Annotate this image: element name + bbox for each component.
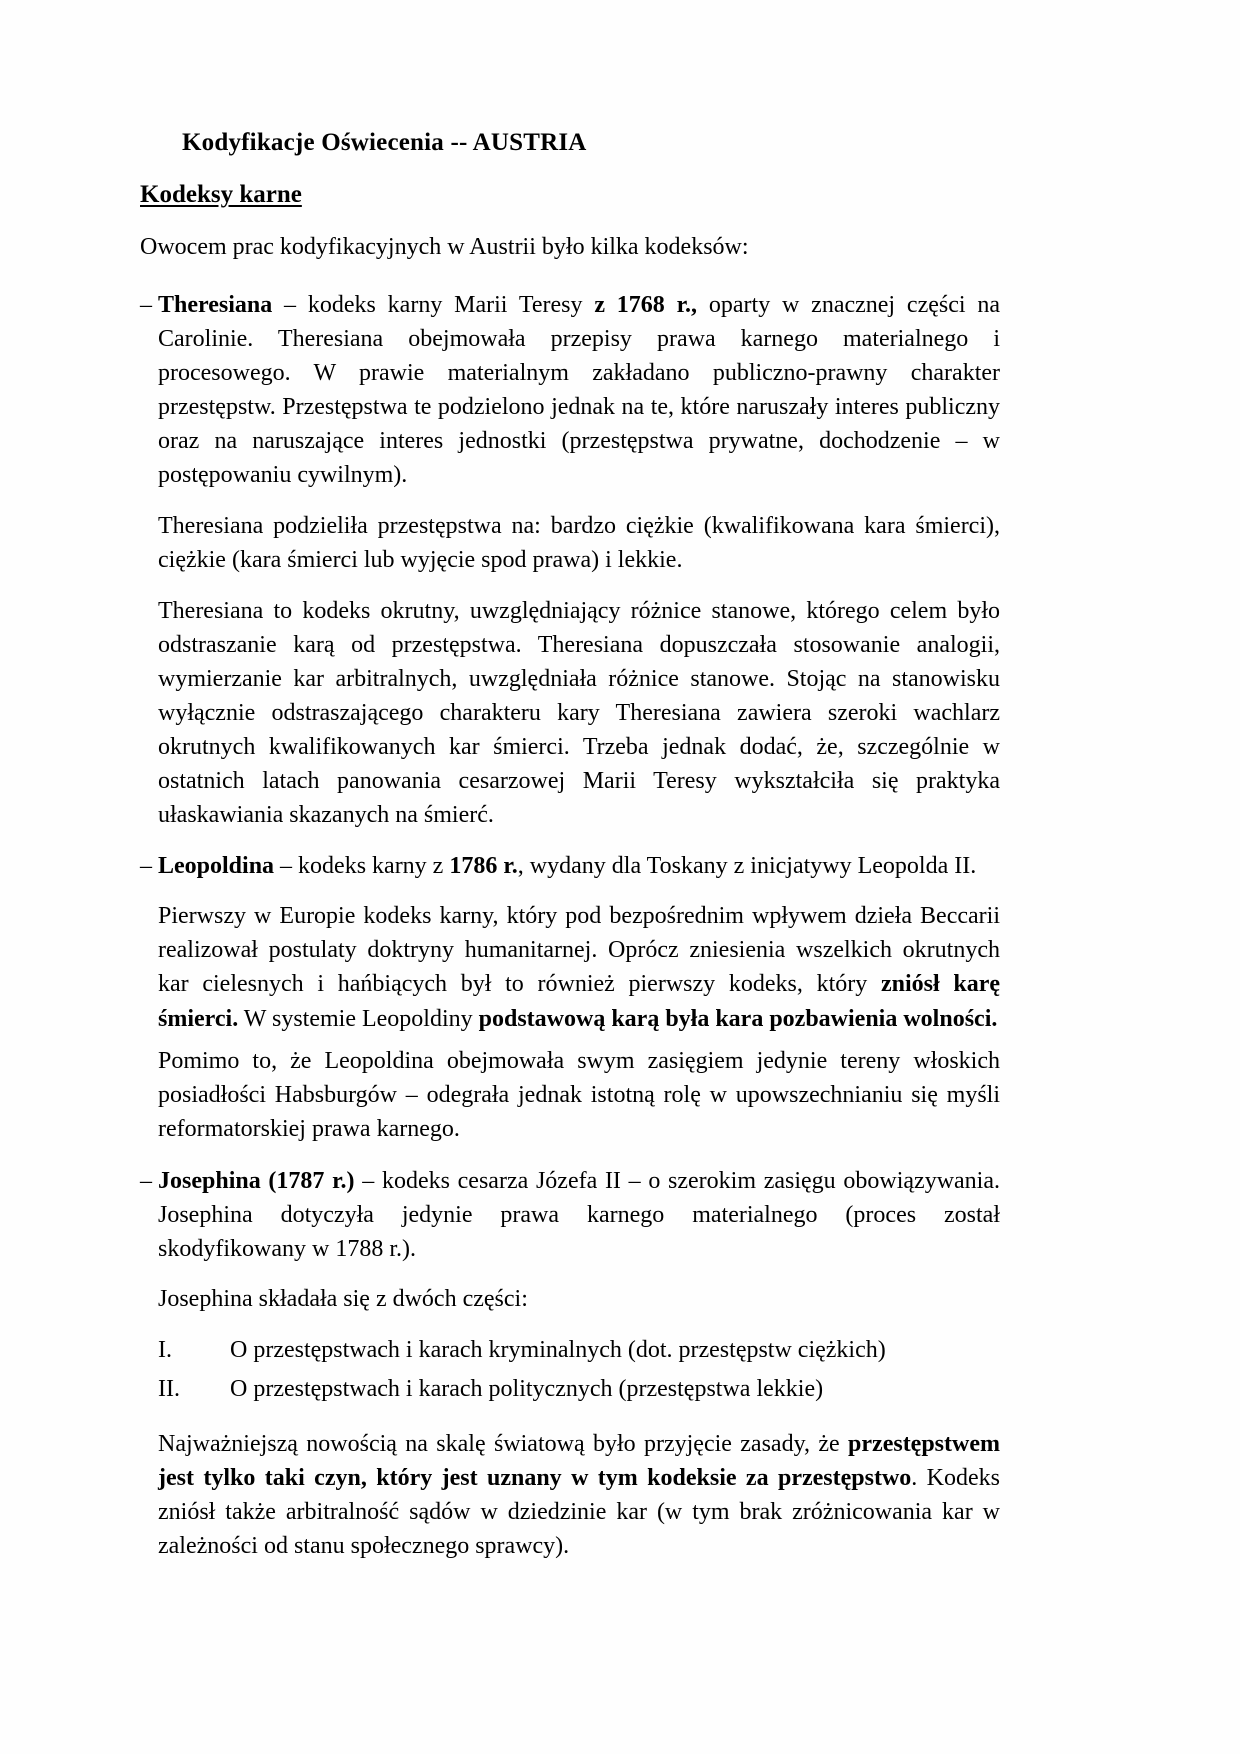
entry-leopoldina-year: 1786 r. (449, 853, 518, 880)
entry-dash-josephina: – (140, 1167, 152, 1194)
josephina-paragraph-1: Josephina składała się z dwóch części: (158, 1286, 528, 1313)
entry-leopoldina-lead-rest: , wydany dla Toskany z inicjatywy Leopolda II. (517, 853, 977, 880)
entry-leopoldina (140, 849, 1000, 883)
leopoldina-paragraph-1 (158, 899, 1000, 1035)
list-item-number: II. (158, 1375, 180, 1402)
josephina-closing-a: Najważniejszą nowością na skalę światową było przyjęcie zasady, że (158, 1430, 849, 1457)
theresiana-paragraph-1: Theresiana podzieliła przestępstwa na: bardzo ciężkie (kwalifikowana kara śmierci), ciężkie (kara śmierci lub wyjęcie spod prawa) i lekkie. (158, 512, 1000, 573)
josephina-closing-b: . Kodeks zniósł także arbitralność sądów w dziedzinie kar (w tym brak zróżnicowania kar w zależności od stanu społecznego sprawcy). (158, 1464, 1000, 1560)
entry-josephina (140, 1164, 1000, 1266)
intro-paragraph: Owocem prac kodyfikacyjnych w Austrii było kilka kodeksów: (140, 234, 749, 260)
theresiana-paragraph-2: Theresiana to kodeks okrutny, uwzględniający różnice stanowe, którego celem było odstraszanie karą od przestępstwa. Theresiana dopuszczała stosowanie analogii, wymierzanie kar arbitralnych, uwzględniała różnice stanowe. Stojąc na stanowisku wyłącznie odstraszającego charakteru kary Theresiana zawiera szeroki wachlarz okrutnych kwalifikowanych kar śmierci. Trzeba jednak dodać, że, szczególnie w ostatnich latach panowania cesarzowej Marii Teresy wykształciła się praktyka ułaskawiania skazanych na śmierć. (158, 597, 1000, 829)
document-content (140, 128, 1000, 1580)
page-title: Kodyfikacje Oświecenia -- AUSTRIA (182, 129, 587, 156)
list-item (158, 1372, 1000, 1407)
leopoldina-paragraph-2: Pomimo to, że Leopoldina obejmowała swym zasięgiem jedynie tereny włoskich posiadłości Habsburgów – odegrała jednak istotną rolę w upowszechnianiu się myśli reformatorskiej prawa karnego. (158, 1047, 1000, 1142)
entry-theresiana-lead (158, 288, 1000, 492)
entry-leopoldina-lead-mid: – kodeks karny z (274, 853, 450, 880)
entry-theresiana-year: z 1768 r., (594, 292, 698, 319)
josephina-body (140, 1282, 1000, 1316)
entry-josephina-name: Josephina (1787 r.) (158, 1167, 355, 1194)
list-item-label: O przestępstwach i karach kryminalnych (dot. przestępstw ciężkich) (230, 1337, 886, 1364)
entry-dash-leopoldina: – (140, 853, 152, 880)
leopoldina-p1-b: W systemie Leopoldiny (238, 1005, 479, 1032)
list-item-number: I. (158, 1337, 172, 1364)
leopoldina-p1-bold-a: zniósł karę śmierci. (158, 971, 1001, 1032)
entry-theresiana (140, 288, 1000, 492)
theresiana-body (140, 509, 1000, 577)
entry-leopoldina-name: Leopoldina (158, 853, 275, 880)
list-item-label: O przestępstwach i karach politycznych (przestępstwa lekkie) (230, 1375, 824, 1402)
leopoldina-body (140, 899, 1000, 1146)
theresiana-body-2 (140, 594, 1000, 833)
list-item (158, 1333, 1000, 1368)
josephina-closing-bold: przestępstwem jest tylko taki czyn, który jest uznany w tym kodeksie za przestępstwo (158, 1430, 1000, 1491)
entry-josephina-lead (158, 1164, 1000, 1266)
entry-dash-theresiana: – (140, 292, 152, 319)
entry-theresiana-lead-rest: oparty w znacznej części na Carolinie. Theresiana obejmowała przepisy prawa karnego materialnego i procesowego. W prawie materialnym zakładano publiczno-prawny charakter przestępstw. Przestępstwa te podzielono jednak na te, które naruszały interes publiczny oraz na naruszające interes jednostki (przestępstwa prywatne, dochodzenie – w postępowaniu cywilnym). (158, 292, 1001, 489)
section-heading-kodeksy-karne: Kodeksy karne (140, 181, 302, 208)
entry-theresiana-lead-mid: – kodeks karny Marii Teresy (272, 292, 595, 319)
entry-leopoldina-lead (158, 849, 1000, 883)
josephina-closing (140, 1427, 1000, 1563)
leopoldina-p1-a: Pierwszy w Europie kodeks karny, który pod bezpośrednim wpływem dzieła Beccarii realizował postulaty doktryny humanitarnej. Oprócz zniesienia wszelkich okrutnych kar cielesnych i hańbiących był to również pierwszy kodeks, który (158, 903, 1000, 998)
josephina-closing-paragraph (158, 1427, 1000, 1563)
leopoldina-p1-bold-b: podstawową karą była kara pozbawienia wolności. (478, 1005, 998, 1032)
entry-josephina-lead-rest: – kodeks cesarza Józefa II – o szerokim zasięgu obowiązywania. Josephina dotyczyła jedynie prawa karnego materialnego (proces został skodyfikowany w 1788 r.). (158, 1167, 1000, 1263)
josephina-parts-list (158, 1333, 1000, 1407)
entry-theresiana-name: Theresiana (158, 292, 273, 319)
